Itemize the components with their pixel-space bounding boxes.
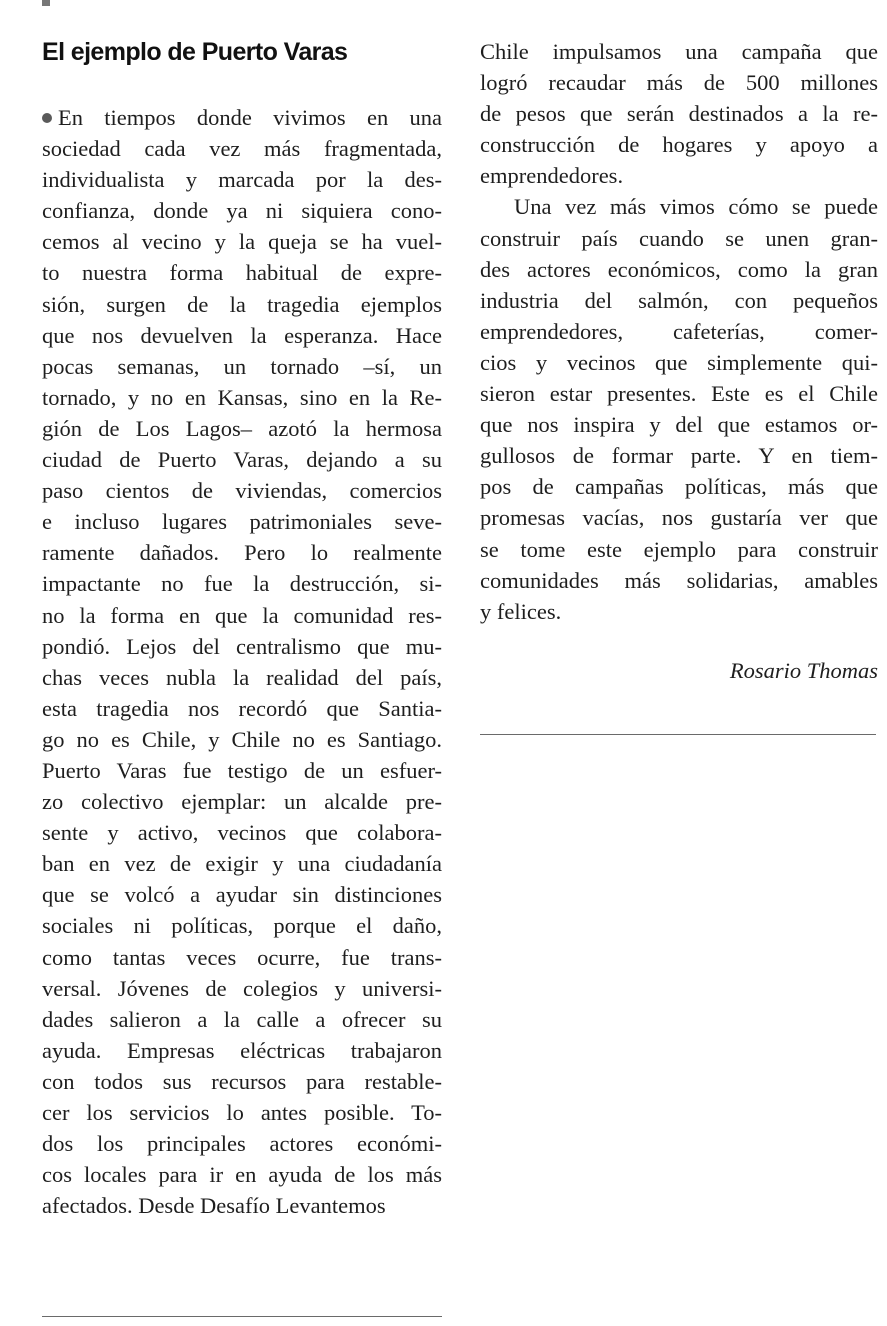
text-line: gullosos de formar parte. Y en tiem- xyxy=(480,443,878,469)
text-line: que se volcó a ayudar sin distinciones xyxy=(42,882,442,908)
text-line: sociales ni políticas, porque el daño, xyxy=(42,913,442,939)
text-line: individualista y marcada por la des- xyxy=(42,167,442,193)
bottom-rule xyxy=(42,1316,442,1317)
text-line: promesas vacías, nos gustaría ver que xyxy=(480,505,878,531)
text-line: se tome este ejemplo para construir xyxy=(480,536,878,562)
end-rule xyxy=(480,734,876,735)
text-line: sieron estar presentes. Este es el Chile xyxy=(480,381,878,407)
text-line: logró recaudar más de 500 millones xyxy=(480,70,878,96)
text-line: chas veces nubla la realidad del país, xyxy=(42,664,442,690)
text-line: comunidades más solidarias, amables xyxy=(480,567,878,593)
author-signature: Rosario Thomas xyxy=(729,657,878,683)
text-line: Chile impulsamos una campaña que xyxy=(480,39,878,64)
text-line: construcción de hogares y apoyo a xyxy=(480,132,878,158)
paragraph-closing xyxy=(480,191,878,626)
text-line: dades salieron a la calle a ofrecer su xyxy=(42,1006,442,1032)
text-line: ban en vez de exigir y una ciudadanía xyxy=(42,851,442,877)
text-line: versal. Jóvenes de colegios y universi- xyxy=(42,975,442,1001)
text-line: dos los principales actores económi- xyxy=(42,1131,442,1157)
text-line: no la forma en que la comunidad res- xyxy=(42,602,442,628)
text-line: sión, surgen de la tragedia ejemplos xyxy=(42,291,442,317)
text-line: emprendedores, cafeterías, comer- xyxy=(480,318,878,344)
text-line: pos de campañas políticas, más que xyxy=(480,474,878,500)
text-line: to nuestra forma habitual de expre- xyxy=(42,260,442,286)
text-line: y felices. xyxy=(480,598,562,624)
text-line: esta tragedia nos recordó que Santia- xyxy=(42,695,442,721)
text-line: Puerto Varas fue testigo de un esfuer- xyxy=(42,757,442,783)
text-line: Una vez más vimos cómo se puede xyxy=(514,194,878,220)
text-line: gión de Los Lagos– azotó la hermosa xyxy=(42,415,442,441)
text-line: go no es Chile, y Chile no es Santiago. xyxy=(42,726,442,752)
text-line: impactante no fue la destrucción, si- xyxy=(42,571,442,597)
text-line: zo colectivo ejemplar: un alcalde pre- xyxy=(42,789,442,815)
text-line: des actores económicos, como la gran xyxy=(480,256,878,282)
text-line: cos locales para ir en ayuda de los más xyxy=(42,1162,442,1188)
right-column xyxy=(480,36,878,684)
text-line: paso cientos de viviendas, comercios xyxy=(42,478,442,504)
text-line: como tantas veces ocurre, fue trans- xyxy=(42,944,442,970)
text-line: afectados. Desde Desafío Levantemos xyxy=(42,1193,386,1219)
text-line: ayuda. Empresas eléctricas trabajaron xyxy=(42,1037,442,1063)
text-line: con todos sus recursos para restable- xyxy=(42,1068,442,1094)
text-line: cios y vecinos que simplemente qui- xyxy=(480,349,878,375)
text-line: cemos al vecino y la queja se ha vuel- xyxy=(42,229,442,255)
text-line: pondió. Lejos del centralismo que mu- xyxy=(42,633,442,659)
text-line: emprendedores. xyxy=(480,163,624,189)
article-headline: El ejemplo de Puerto Varas xyxy=(42,38,348,66)
text-line: que nos inspira y del que estamos or- xyxy=(480,412,878,438)
left-column-body xyxy=(42,102,442,1221)
bullet-icon xyxy=(42,113,52,123)
text-line: cer los servicios lo antes posible. To- xyxy=(42,1100,442,1125)
text-line: sente y activo, vecinos que colabora- xyxy=(42,820,442,846)
text-line: que nos devuelven la esperanza. Hace xyxy=(42,322,442,348)
text-line: ramente dañados. Pero lo realmente xyxy=(42,540,442,566)
text-line: sociedad cada vez más fragmentada, xyxy=(42,136,442,162)
text-line-content: En tiempos donde vivimos en una xyxy=(58,105,442,130)
text-line: construir país cuando se unen gran- xyxy=(480,225,878,251)
text-line: ciudad de Puerto Varas, dejando a su xyxy=(42,447,442,473)
text-line: industria del salmón, con pequeños xyxy=(480,287,878,313)
left-column xyxy=(42,36,442,1221)
text-line xyxy=(42,102,442,133)
text-line: e incluso lugares patrimoniales seve- xyxy=(42,509,442,535)
paragraph-continuation xyxy=(480,36,878,191)
text-line: confianza, donde ya ni siquiera cono- xyxy=(42,198,442,224)
text-line: de pesos que serán destinados a la re- xyxy=(480,101,878,127)
text-line: pocas semanas, un tornado –sí, un xyxy=(42,353,442,379)
text-line: tornado, y no en Kansas, sino en la Re- xyxy=(42,384,442,410)
top-edge-mark xyxy=(42,0,50,6)
